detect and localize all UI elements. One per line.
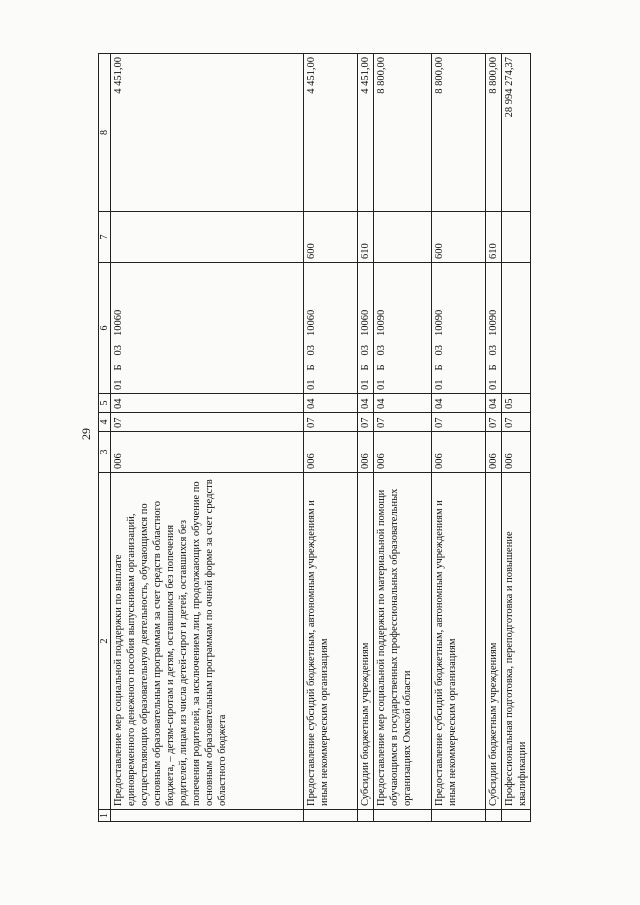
- header-cell: 2: [99, 473, 111, 810]
- row-name-cell: Субсидии бюджетным учреждениям: [486, 473, 502, 810]
- row-name-cell: Предоставление мер социальной поддержки по выплате единовременного денежного пособия выпускникам организаций, осуществляющих образовательную деятельность, обучающимся по основным образовательным программам за счет средств областного бюджета, – детям-сиротам и детям, оставшимся без попечения родителей, лицам из числа детей-сирот и детей, оставшихся без попечения родителей, за исключением лиц, продолжающих обучение по основным образовательным программам по очной форме за счет средств областного бюджета: [111, 473, 304, 810]
- header-row: [99, 54, 111, 822]
- target-article-part: 01: [376, 379, 387, 390]
- target-article-part: 01: [113, 379, 124, 390]
- row-target-article-cell: [502, 263, 531, 394]
- header-cell: 8: [99, 54, 111, 212]
- row-section-cell: 07: [374, 413, 432, 432]
- row-sum-cell: 8 800,00: [486, 54, 502, 212]
- header-cell: 3: [99, 432, 111, 473]
- target-article-part: 10090: [434, 309, 445, 336]
- target-article-part: Б: [360, 364, 371, 371]
- row-index-cell: [486, 810, 502, 822]
- row-sum-cell: 8 800,00: [374, 54, 432, 212]
- row-target-article-cell: [432, 263, 486, 394]
- row-sum-cell: 4 451,00: [304, 54, 358, 212]
- row-expense-type-cell: [502, 212, 531, 263]
- table-row: [374, 54, 432, 822]
- row-name-cell: Субсидии бюджетным учреждениям: [358, 473, 374, 810]
- table-row: [304, 54, 358, 822]
- target-article-part: Б: [434, 364, 445, 371]
- row-subsection-cell: 04: [374, 394, 432, 413]
- table-row: [502, 54, 531, 822]
- row-name-cell: Предоставление мер социальной поддержки по материальной помощи обучающимся в государственных профессиональных образовательных организациях Омской области: [374, 473, 432, 810]
- row-expense-type-cell: 600: [304, 212, 358, 263]
- row-subsection-cell: 04: [486, 394, 502, 413]
- row-subsection-cell: 04: [432, 394, 486, 413]
- target-article-part: 10060: [306, 309, 317, 336]
- table-row: [432, 54, 486, 822]
- row-section-cell: 07: [358, 413, 374, 432]
- row-section-cell: 07: [432, 413, 486, 432]
- row-expense-type-cell: 610: [358, 212, 374, 263]
- row-sum-cell: 4 451,00: [111, 54, 304, 212]
- row-code-cell: 006: [502, 432, 531, 473]
- header-cell: 7: [99, 212, 111, 263]
- row-index-cell: [502, 810, 531, 822]
- target-article-part: 10060: [360, 309, 371, 336]
- table-row: [486, 54, 502, 822]
- row-target-article-cell: [358, 263, 374, 394]
- row-index-cell: [358, 810, 374, 822]
- row-section-cell: 07: [502, 413, 531, 432]
- row-target-article-cell: [374, 263, 432, 394]
- target-article-part: 01: [360, 379, 371, 390]
- row-subsection-cell: 04: [304, 394, 358, 413]
- row-sum-cell: 8 800,00: [432, 54, 486, 212]
- target-article-part: 10090: [376, 309, 387, 336]
- target-article-part: 01: [306, 379, 317, 390]
- row-section-cell: 07: [111, 413, 304, 432]
- row-target-article-cell: [111, 263, 304, 394]
- row-code-cell: 006: [358, 432, 374, 473]
- target-article-part: 03: [376, 344, 387, 356]
- target-article-part: 03: [360, 344, 371, 356]
- row-code-cell: 006: [374, 432, 432, 473]
- row-index-cell: [432, 810, 486, 822]
- budget-table: [98, 53, 531, 822]
- row-index-cell: [374, 810, 432, 822]
- row-index-cell: [111, 810, 304, 822]
- target-article-part: 03: [113, 344, 124, 356]
- target-article-part: Б: [376, 364, 387, 371]
- row-expense-type-cell: [111, 212, 304, 263]
- row-sum-cell: 28 994 274,37: [502, 54, 531, 212]
- table-row: [358, 54, 374, 822]
- page-number: 29: [79, 428, 93, 440]
- row-expense-type-cell: 600: [432, 212, 486, 263]
- row-name-cell: Предоставление субсидий бюджетным, автономным учреждениям и иным некоммерческим организациям: [304, 473, 358, 810]
- target-article-part: Б: [306, 364, 317, 371]
- target-article-part: 01: [434, 379, 445, 390]
- rotated-table-container: [98, 57, 578, 822]
- target-article-part: 03: [306, 344, 317, 356]
- row-code-cell: 006: [486, 432, 502, 473]
- row-code-cell: 006: [432, 432, 486, 473]
- target-article-part: 03: [488, 344, 499, 356]
- target-article-part: 01: [488, 379, 499, 390]
- row-section-cell: 07: [304, 413, 358, 432]
- row-subsection-cell: 04: [358, 394, 374, 413]
- row-code-cell: 006: [304, 432, 358, 473]
- row-code-cell: 006: [111, 432, 304, 473]
- header-cell: 4: [99, 413, 111, 432]
- row-index-cell: [304, 810, 358, 822]
- row-section-cell: 07: [486, 413, 502, 432]
- header-cell: 1: [99, 810, 111, 822]
- target-article-part: Б: [488, 364, 499, 371]
- row-expense-type-cell: [374, 212, 432, 263]
- target-article-part: 03: [434, 344, 445, 356]
- row-target-article-cell: [304, 263, 358, 394]
- table-row: [111, 54, 304, 822]
- row-sum-cell: 4 451,00: [358, 54, 374, 212]
- row-name-cell: Профессиональная подготовка, переподготовка и повышение квалификации: [502, 473, 531, 810]
- row-name-cell: Предоставление субсидий бюджетным, автономным учреждениям и иным некоммерческим организациям: [432, 473, 486, 810]
- row-subsection-cell: 04: [111, 394, 304, 413]
- header-cell: 6: [99, 263, 111, 394]
- target-article-part: Б: [113, 364, 124, 371]
- row-expense-type-cell: 610: [486, 212, 502, 263]
- row-subsection-cell: 05: [502, 394, 531, 413]
- header-cell: 5: [99, 394, 111, 413]
- target-article-part: 10090: [488, 309, 499, 336]
- row-target-article-cell: [486, 263, 502, 394]
- target-article-part: 10060: [113, 309, 124, 336]
